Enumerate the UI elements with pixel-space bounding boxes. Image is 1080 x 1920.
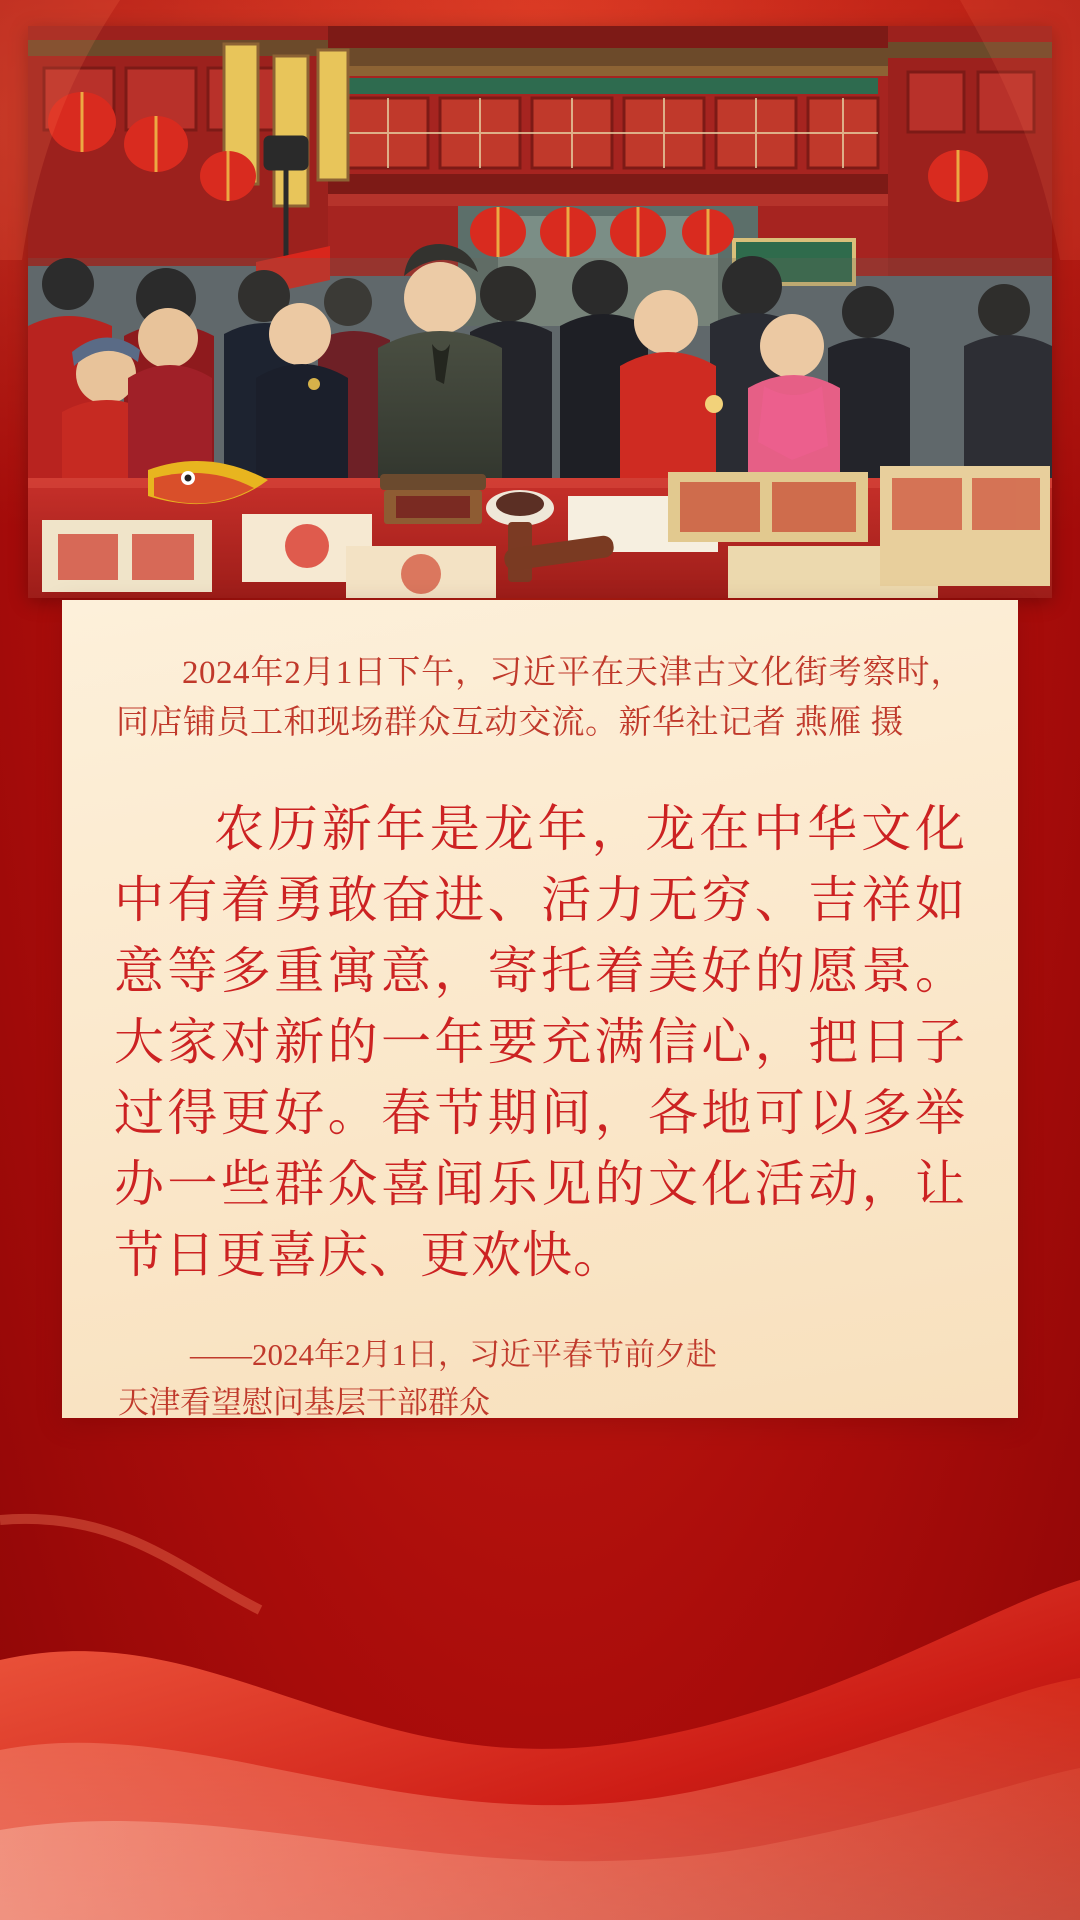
quote-attribution bbox=[62, 1291, 1018, 1427]
attribution-line-2: 天津看望慰问基层干部群众 bbox=[118, 1385, 490, 1421]
quote-card bbox=[62, 600, 1018, 1421]
photo-caption: 2024年2月1日下午，习近平在天津古文化街考察时，同店铺员工和现场群众互动交流。新华社记者 燕雁 摄 bbox=[116, 655, 964, 742]
attribution-line-1: ——2024年2月1日，习近平春节前夕赴 bbox=[190, 1337, 717, 1373]
news-photo bbox=[28, 26, 1052, 598]
photo-illustration bbox=[28, 26, 1052, 598]
quote-text: 农历新年是龙年，龙在中华文化中有着勇敢奋进、活力无穷、吉祥如意等多重寓意，寄托着美好的愿景。大家对新的一年要充满信心，把日子过得更好。春节期间，各地可以多举办一些群众喜闻乐见的文化活动，让节日更喜庆、更欢快。 bbox=[114, 801, 966, 1284]
ribbon-decoration bbox=[0, 1360, 1080, 1920]
